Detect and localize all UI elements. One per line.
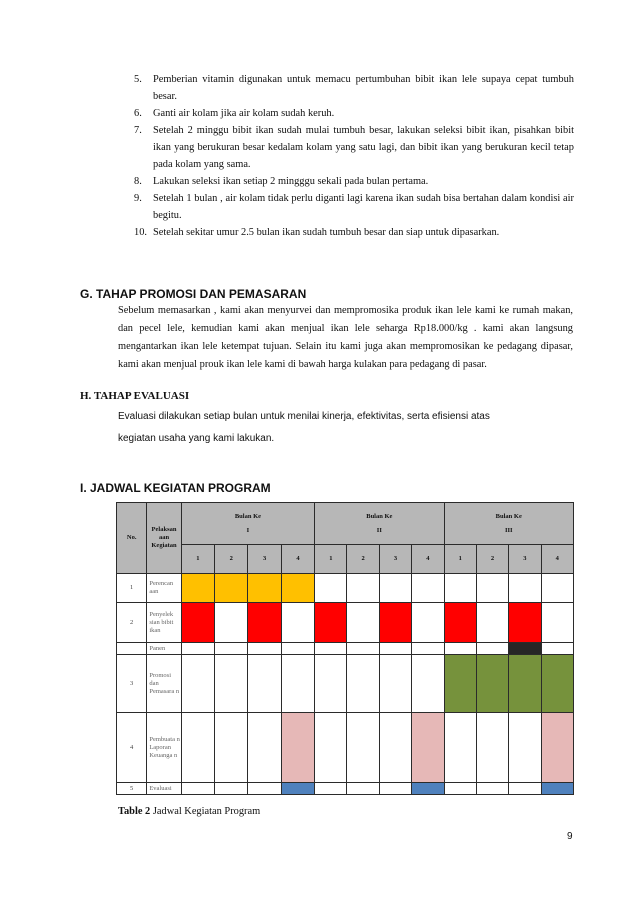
bulan-ke-label: Bulan Ke	[234, 512, 262, 520]
week-header: 1	[315, 545, 347, 574]
schedule-cell-green	[509, 655, 541, 713]
row-number: 2	[117, 603, 147, 643]
schedule-cell-empty	[412, 603, 444, 643]
activity-label: Evaluasi	[147, 783, 181, 795]
schedule-cell-pink	[541, 713, 573, 783]
schedule-cell-blue	[412, 783, 444, 795]
week-header: 1	[181, 545, 214, 574]
week-header: 2	[347, 545, 379, 574]
schedule-cell-red	[444, 603, 476, 643]
schedule-cell-empty	[444, 574, 476, 603]
header-no: No.	[117, 503, 147, 574]
bulan-ke-label: Bulan Ke	[366, 512, 393, 520]
schedule-cell-green	[476, 655, 508, 713]
schedule-cell-empty	[347, 783, 379, 795]
schedule-cell-empty	[347, 713, 379, 783]
week-header: 2	[476, 545, 508, 574]
schedule-cell-empty	[379, 574, 411, 603]
schedule-cell-empty	[476, 713, 508, 783]
schedule-cell-empty	[248, 655, 281, 713]
schedule-cell-empty	[315, 655, 347, 713]
schedule-table-wrapper	[116, 502, 574, 795]
table-row	[117, 643, 574, 655]
schedule-cell-empty	[541, 603, 573, 643]
schedule-cell-empty	[347, 655, 379, 713]
schedule-cell-empty	[281, 643, 314, 655]
schedule-cell-yellow	[248, 574, 281, 603]
week-header: 3	[379, 545, 411, 574]
row-number: 1	[117, 574, 147, 603]
schedule-cell-red	[181, 603, 214, 643]
section-g-body: Sebelum memasarkan , kami akan menyurvei dan mempromosika produk ikan lele kami ke rumah makan, dan pecel lele, kemudian kami akan menjual ikan lele seharga Rp18.000/kg . kami akan langsung mengantarkan ikan lele ketempat tujuan. Selain itu kami juga akan mempromosikan ke pedagang dipasar, kami akan menjual prouk ikan lele kami di bawah harga kulakan para pedagang di pasar.	[118, 305, 573, 370]
schedule-cell-empty	[215, 783, 248, 795]
list-item: 10. Setelah sekitar umur 2.5 bulan ikan sudah tumbuh besar dan siap untuk dipasarkan.	[134, 227, 500, 238]
schedule-cell-empty	[347, 603, 379, 643]
schedule-cell-pink	[281, 713, 314, 783]
list-item: 6. Ganti air kolam jika air kolam sudah keruh.	[134, 108, 335, 119]
week-header: 3	[509, 545, 541, 574]
schedule-cell-empty	[476, 783, 508, 795]
schedule-cell-empty	[181, 783, 214, 795]
header-month-1	[181, 503, 314, 545]
row-number: 4	[117, 713, 147, 783]
activity-label: Penyelek sian bibit ikan	[147, 603, 181, 643]
section-g-heading: G. TAHAP PROMOSI DAN PEMASARAN	[80, 287, 307, 301]
section-h-body-line-1: Evaluasi dilakukan setiap bulan untuk menilai kinerja, efektivitas, serta efisiensi atas	[118, 411, 490, 422]
table-row	[117, 574, 574, 603]
schedule-cell-blue	[541, 783, 573, 795]
schedule-cell-empty	[412, 655, 444, 713]
section-i-heading: I. JADWAL KEGIATAN PROGRAM	[80, 481, 271, 495]
week-header: 4	[541, 545, 573, 574]
table-caption	[118, 806, 260, 817]
schedule-cell-green	[444, 655, 476, 713]
section-h-body-line-2: kegiatan usaha yang kami lakukan.	[118, 433, 275, 444]
schedule-cell-empty	[379, 713, 411, 783]
schedule-cell-empty	[509, 783, 541, 795]
page-number: 9	[567, 831, 573, 842]
schedule-cell-empty	[248, 643, 281, 655]
schedule-cell-empty	[509, 574, 541, 603]
month-label: III	[504, 526, 513, 534]
schedule-cell-empty	[181, 713, 214, 783]
caption-label: Table 2	[118, 806, 151, 817]
schedule-cell-black	[509, 643, 541, 655]
schedule-cell-yellow	[181, 574, 214, 603]
schedule-cell-red	[509, 603, 541, 643]
schedule-cell-yellow	[281, 574, 314, 603]
week-header: 4	[281, 545, 314, 574]
month-label: II	[376, 526, 382, 534]
schedule-cell-empty	[181, 655, 214, 713]
section-h-heading: H. TAHAP EVALUASI	[80, 390, 190, 402]
header-pelaksanaan: Pelaksan aan Kegiatan	[147, 503, 181, 574]
table-row	[117, 603, 574, 643]
schedule-cell-blue	[281, 783, 314, 795]
list-item: 7. Setelah 2 minggu bibit ikan sudah mulai tumbuh besar, lakukan seleksi bibit ikan, pisahkan bibit ikan yang berukuran besar kedalam kolam yang satu lagi, dan bibit ikan yang berukuran kecil tetap pada kolam yang sama.	[134, 125, 574, 170]
table-row	[117, 713, 574, 783]
list-item: 8. Lakukan seleksi ikan setiap 2 mingggu sekali pada bulan pertama.	[134, 176, 429, 187]
row-number: 5	[117, 783, 147, 795]
activity-label: Promosi dan Pemasara n	[147, 655, 181, 713]
schedule-cell-empty	[281, 603, 314, 643]
week-header: 3	[248, 545, 281, 574]
schedule-cell-empty	[181, 643, 214, 655]
schedule-cell-empty	[315, 643, 347, 655]
bulan-ke-label: Bulan Ke	[495, 512, 522, 520]
schedule-cell-pink	[412, 713, 444, 783]
week-header: 2	[215, 545, 248, 574]
schedule-cell-empty	[215, 603, 248, 643]
activity-label: Pembuata n Laporan Keuanga n	[147, 713, 181, 783]
list-item: 5. Pemberian vitamin digunakan untuk memacu pertumbuhan bibit ikan lele supaya cepat tumbuh besar.	[134, 74, 574, 102]
schedule-table	[116, 502, 574, 795]
header-month-3	[444, 503, 573, 545]
schedule-cell-empty	[541, 643, 573, 655]
schedule-cell-empty	[444, 783, 476, 795]
schedule-cell-empty	[412, 574, 444, 603]
schedule-cell-empty	[315, 783, 347, 795]
schedule-cell-empty	[444, 713, 476, 783]
schedule-cell-green	[541, 655, 573, 713]
schedule-cell-yellow	[215, 574, 248, 603]
list-item: 9. Setelah 1 bulan , air kolam tidak perlu diganti lagi karena ikan sudah bisa bertahan dalam kondisi air begitu.	[134, 193, 574, 221]
schedule-body	[117, 574, 574, 795]
schedule-cell-empty	[379, 643, 411, 655]
schedule-cell-empty	[281, 655, 314, 713]
table-row	[117, 783, 574, 795]
schedule-cell-red	[379, 603, 411, 643]
schedule-cell-empty	[379, 655, 411, 713]
schedule-cell-red	[248, 603, 281, 643]
caption-text: Jadwal Kegiatan Program	[152, 806, 261, 817]
schedule-cell-empty	[215, 713, 248, 783]
row-number	[117, 643, 147, 655]
schedule-cell-empty	[379, 783, 411, 795]
schedule-cell-empty	[476, 574, 508, 603]
numbered-list	[134, 71, 574, 241]
schedule-cell-empty	[215, 643, 248, 655]
header-month-2	[315, 503, 444, 545]
schedule-cell-empty	[347, 574, 379, 603]
week-header: 1	[444, 545, 476, 574]
schedule-cell-empty	[509, 713, 541, 783]
activity-label: Panen	[147, 643, 181, 655]
schedule-cell-empty	[248, 713, 281, 783]
schedule-cell-empty	[347, 643, 379, 655]
schedule-cell-empty	[476, 603, 508, 643]
schedule-cell-empty	[215, 655, 248, 713]
schedule-cell-empty	[248, 783, 281, 795]
schedule-cell-empty	[412, 643, 444, 655]
schedule-cell-empty	[315, 574, 347, 603]
week-header: 4	[412, 545, 444, 574]
schedule-cell-empty	[315, 713, 347, 783]
table-row	[117, 655, 574, 713]
month-label: I	[246, 526, 250, 534]
schedule-cell-red	[315, 603, 347, 643]
activity-label: Perencan aan	[147, 574, 181, 603]
schedule-cell-empty	[541, 574, 573, 603]
schedule-cell-empty	[444, 643, 476, 655]
schedule-cell-empty	[476, 643, 508, 655]
row-number: 3	[117, 655, 147, 713]
